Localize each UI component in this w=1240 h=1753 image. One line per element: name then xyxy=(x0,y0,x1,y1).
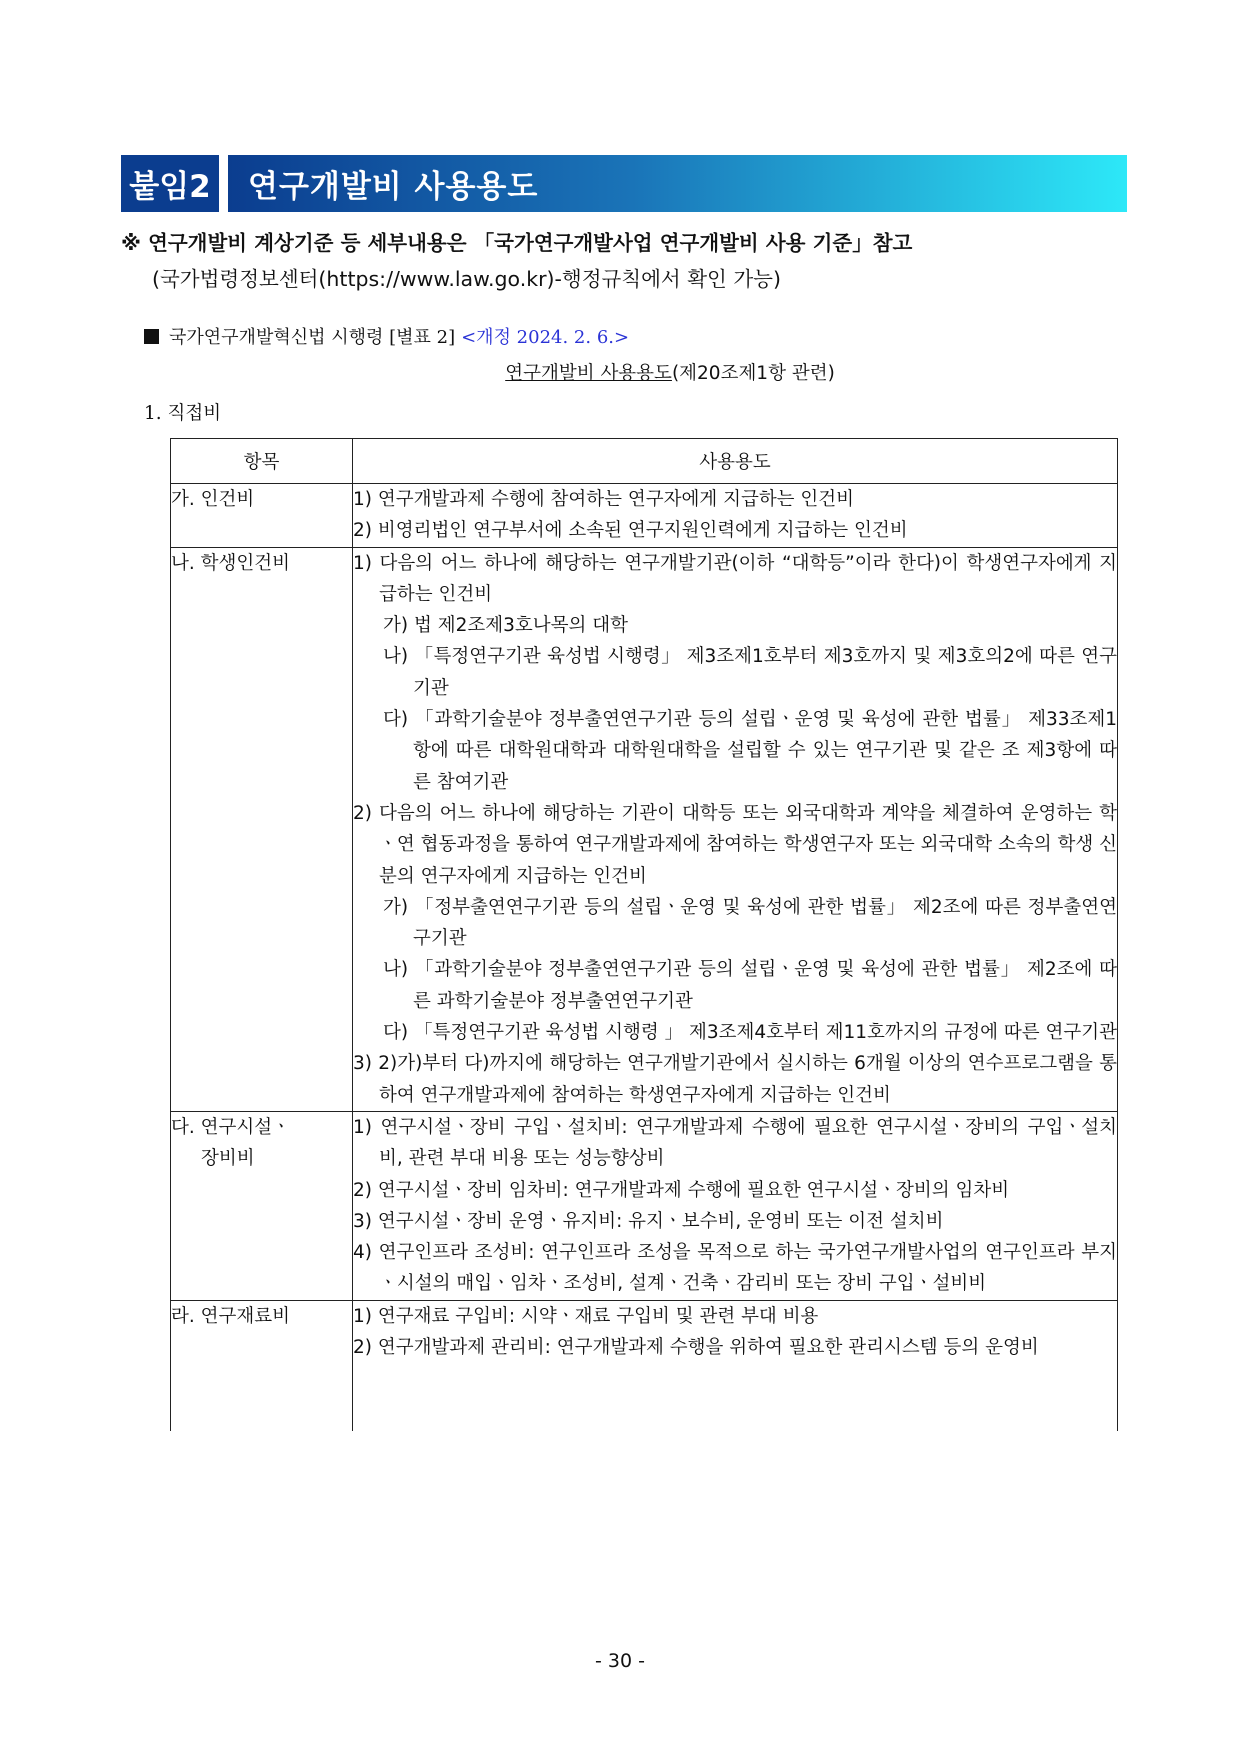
list-item: 1) 다음의 어느 하나에 해당하는 연구개발기관(이하 “대학등”이라 한다)이 학생연구자에게 지급하는 인건비 xyxy=(353,552,1117,605)
subtitle-main: 연구개발비 사용용도 xyxy=(505,363,672,384)
list-item: 3) 연구시설ㆍ장비 운영ㆍ유지비: 유지ㆍ보수비, 운영비 또는 이전 설치비 xyxy=(353,1210,944,1232)
appendix-title: 연구개발비 사용용도 xyxy=(228,155,1127,212)
appendix-banner xyxy=(121,155,1127,212)
list-item: 2) 다음의 어느 하나에 해당하는 기관이 대학등 또는 외국대학과 계약을 체결하여 운영하는 학ㆍ연 협동과정을 통하여 연구개발과제에 참여하는 학생연구자 또는 외국대학 소속의 학생 신분의 연구자에게 지급하는 인건비 xyxy=(353,802,1117,887)
usage-cell xyxy=(353,1111,1118,1300)
square-bullet-icon xyxy=(144,329,159,344)
table-header-row xyxy=(171,439,1118,484)
law-name: 국가연구개발혁신법 시행령 [별표 2] xyxy=(169,327,456,348)
usage-cell xyxy=(353,547,1118,1111)
list-item: 1) 연구시설ㆍ장비 구입ㆍ설치비: 연구개발과제 수행에 필요한 연구시설ㆍ장비의 구입ㆍ설치비, 관련 부대 비용 또는 성능향상비 xyxy=(353,1116,1117,1170)
list-item: 나) 「특정연구기관 육성법 시행령」 제3조제1호부터 제3호까지 및 제3호의2에 따른 연구기관 xyxy=(383,646,1117,699)
page-number: - 30 - xyxy=(595,1650,645,1672)
section-title: 1. 직접비 xyxy=(144,403,222,424)
table-row xyxy=(171,484,1118,548)
reference-note: ※ 연구개발비 계상기준 등 세부내용은 「국가연구개발사업 연구개발비 사용 기준」참고 xyxy=(121,231,913,255)
list-item: 1) 연구재료 구입비: 시약ㆍ재료 구입비 및 관련 부대 비용 xyxy=(353,1305,819,1327)
header-usage: 사용용도 xyxy=(353,439,1118,484)
list-item: 다) 「과학기술분야 정부출연연구기관 등의 설립ㆍ운영 및 육성에 관한 법률」 제33조제1항에 따른 대학원대학과 대학원대학을 설립할 수 있는 연구기관 및 같은 조 제3항에 따른 참여기관 xyxy=(383,709,1117,793)
list-item: 1) 연구개발과제 수행에 참여하는 연구자에게 지급하는 인건비 xyxy=(353,489,855,510)
law-reference xyxy=(144,323,629,349)
table-row xyxy=(171,1111,1118,1300)
table-row xyxy=(171,1300,1118,1431)
header-item: 항목 xyxy=(171,439,353,484)
category-cell xyxy=(171,1111,353,1300)
list-item: 나) 「과학기술분야 정부출연연구기관 등의 설립ㆍ운영 및 육성에 관한 법률」 제2조에 따른 과학기술분야 정부출연연구기관 xyxy=(383,959,1117,1012)
category-cell: 가. 인건비 xyxy=(171,484,353,548)
category-line-2: 장비비 xyxy=(201,1147,255,1169)
list-item: 3) 2)가)부터 다)까지에 해당하는 연구개발기관에서 실시하는 6개월 이상의 연수프로그램을 통하여 연구개발과제에 참여하는 학생연구자에게 지급하는 인건비 xyxy=(353,1053,1117,1106)
list-item: 가) 법 제2조제3호나목의 대학 xyxy=(383,615,628,637)
list-item: 2) 연구시설ㆍ장비 임차비: 연구개발과제 수행에 필요한 연구시설ㆍ장비의 임차비 xyxy=(353,1179,1010,1201)
list-item: 2) 비영리법인 연구부서에 소속된 연구지원인력에게 지급하는 인건비 xyxy=(353,520,908,542)
list-item: 2) 연구개발과제 관리비: 연구개발과제 수행을 위하여 필요한 관리시스템 등의 운영비 xyxy=(353,1337,1039,1359)
revision-date: <개정 2024. 2. 6.> xyxy=(461,327,630,348)
usage-cell xyxy=(353,484,1118,548)
reference-note-source: (국가법령정보센터(https://www.law.go.kr)-행정규칙에서 확인 가능) xyxy=(152,267,781,291)
category-line-1: 다. 연구시설ㆍ xyxy=(171,1116,290,1138)
usage-table xyxy=(170,438,1118,1431)
table-subtitle xyxy=(0,359,1240,385)
subtitle-ref: (제20조제1항 관련) xyxy=(671,363,835,384)
list-item: 4) 연구인프라 조성비: 연구인프라 조성을 목적으로 하는 국가연구개발사업의 연구인프라 부지ㆍ시설의 매입ㆍ임차ㆍ조성비, 설계ㆍ건축ㆍ감리비 또는 장비 구입ㆍ설비비 xyxy=(353,1242,1117,1295)
category-cell: 라. 연구재료비 xyxy=(171,1300,353,1431)
list-item: 다) 「특정연구기관 육성법 시행령 」 제3조제4호부터 제11호까지의 규정에 따른 연구기관 xyxy=(383,1022,1117,1044)
category-cell: 나. 학생인건비 xyxy=(171,547,353,1111)
table-row xyxy=(171,547,1118,1111)
usage-cell xyxy=(353,1300,1118,1431)
appendix-tag: 붙임2 xyxy=(121,155,219,212)
list-item: 가) 「정부출연연구기관 등의 설립ㆍ운영 및 육성에 관한 법률」 제2조에 따른 정부출연연구기관 xyxy=(383,896,1117,950)
